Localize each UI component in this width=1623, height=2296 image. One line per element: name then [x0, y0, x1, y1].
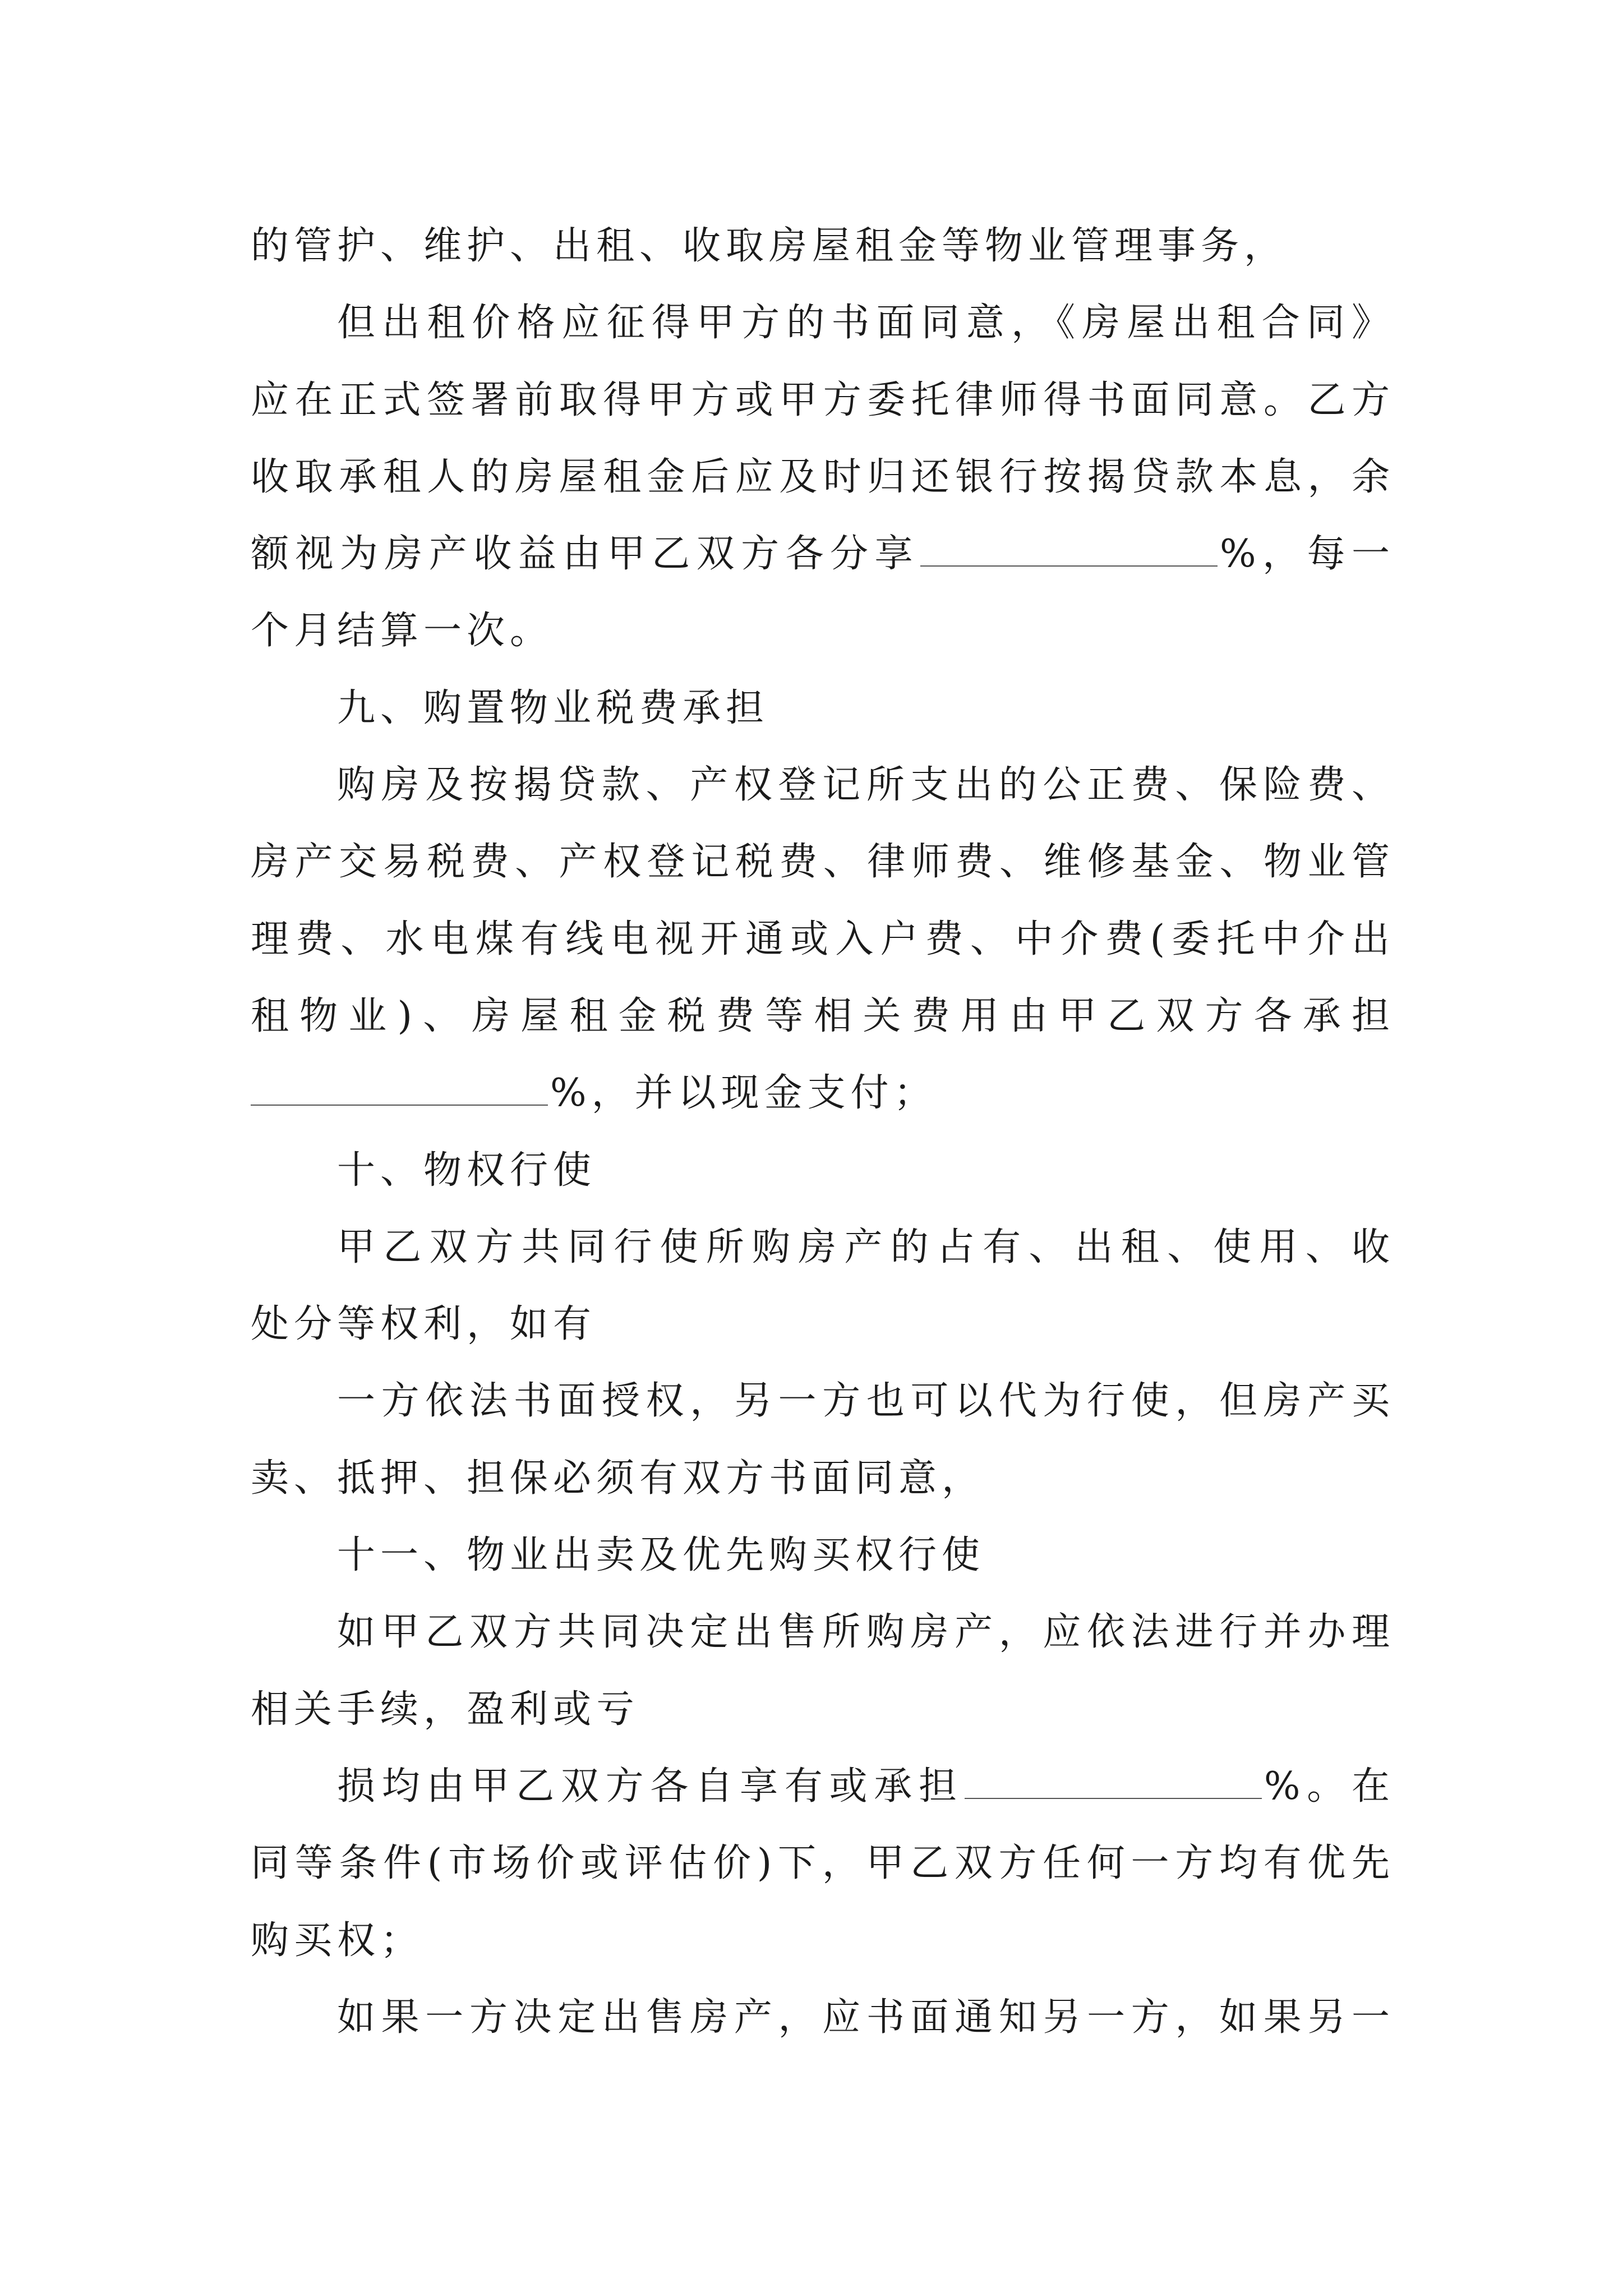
line-text: 同等条件(市场价或评估价)下，甲乙双方任何一方均有优先 [251, 1841, 1395, 1886]
text-line [251, 1286, 1395, 1363]
line-text: 损均由甲乙双方各自享有或承担 [337, 1764, 963, 1809]
text-line [251, 1748, 1395, 1825]
heading-text: 九、购置物业税费承担 [337, 685, 769, 730]
line-text: 的管护、维护、出租、收取房屋租金等物业管理事务， [251, 224, 1288, 268]
document-body [251, 208, 1395, 2056]
line-text: 相关手续，盈利或亏 [251, 1687, 640, 1732]
text-line [251, 1902, 1395, 1979]
line-text: 个月结算一次。 [251, 609, 554, 654]
text-line [251, 901, 1395, 978]
line-text: 收取承租人的房屋租金后应及时归还银行按揭贷款本息，余 [251, 454, 1395, 499]
line-text: 房产交易税费、产权登记税费、律师费、维修基金、物业管 [251, 840, 1395, 885]
text-line [251, 1671, 1395, 1748]
text-line [251, 284, 1395, 361]
line-text: %。在 [1264, 1764, 1395, 1809]
text-line [251, 1055, 1395, 1131]
text-line [251, 362, 1395, 439]
text-line [251, 1440, 1395, 1517]
line-text: 理费、水电煤有线电视开通或入户费、中介费(委托中介出 [251, 917, 1395, 961]
line-text: 甲乙双方共同行使所购房产的占有、出租、使用、收 [337, 1225, 1395, 1269]
section-heading [251, 670, 1395, 747]
fill-in-blank [251, 1104, 548, 1106]
fill-in-blank [920, 565, 1218, 567]
line-text: 但出租价格应征得甲方的书面同意，《房屋出租合同》 [337, 301, 1395, 346]
text-line [251, 1594, 1395, 1671]
line-text: 如甲乙双方共同决定出售所购房产，应依法进行并办理 [337, 1610, 1395, 1655]
text-line [251, 1209, 1395, 1286]
heading-text: 十、物权行使 [337, 1148, 597, 1193]
line-text: 购买权； [251, 1918, 424, 1963]
section-heading [251, 1517, 1395, 1594]
text-line [251, 1979, 1395, 2056]
text-line [251, 1363, 1395, 1439]
line-text: 处分等权利，如有 [251, 1302, 597, 1347]
text-line [251, 823, 1395, 900]
text-line [251, 439, 1395, 516]
text-line [251, 516, 1395, 592]
line-text: 应在正式签署前取得甲方或甲方委托律师得书面同意。乙方 [251, 378, 1395, 422]
line-text: %，并以现金支付； [550, 1071, 937, 1116]
section-heading [251, 1132, 1395, 1209]
line-text: 如果一方决定出售房产，应书面通知另一方，如果另一 [337, 1995, 1395, 2040]
heading-text: 十一、物业出卖及优先购买权行使 [337, 1533, 985, 1578]
text-line [251, 978, 1395, 1055]
line-text: 额视为房产收益由甲乙双方各分享 [251, 532, 919, 577]
line-text: 卖、抵押、担保必须有双方书面同意， [251, 1456, 985, 1501]
fill-in-blank [965, 1797, 1262, 1799]
line-text: 一方依法书面授权，另一方也可以代为行使，但房产买 [337, 1379, 1395, 1424]
text-line [251, 592, 1395, 669]
line-text: %，每一 [1219, 532, 1395, 577]
text-line [251, 208, 1395, 284]
line-text: 租物业)、房屋租金税费等相关费用由甲乙双方各承担 [251, 993, 1395, 1038]
text-line [251, 747, 1395, 823]
line-text: 购房及按揭贷款、产权登记所支出的公正费、保险费、 [337, 763, 1395, 808]
text-line [251, 1825, 1395, 1902]
